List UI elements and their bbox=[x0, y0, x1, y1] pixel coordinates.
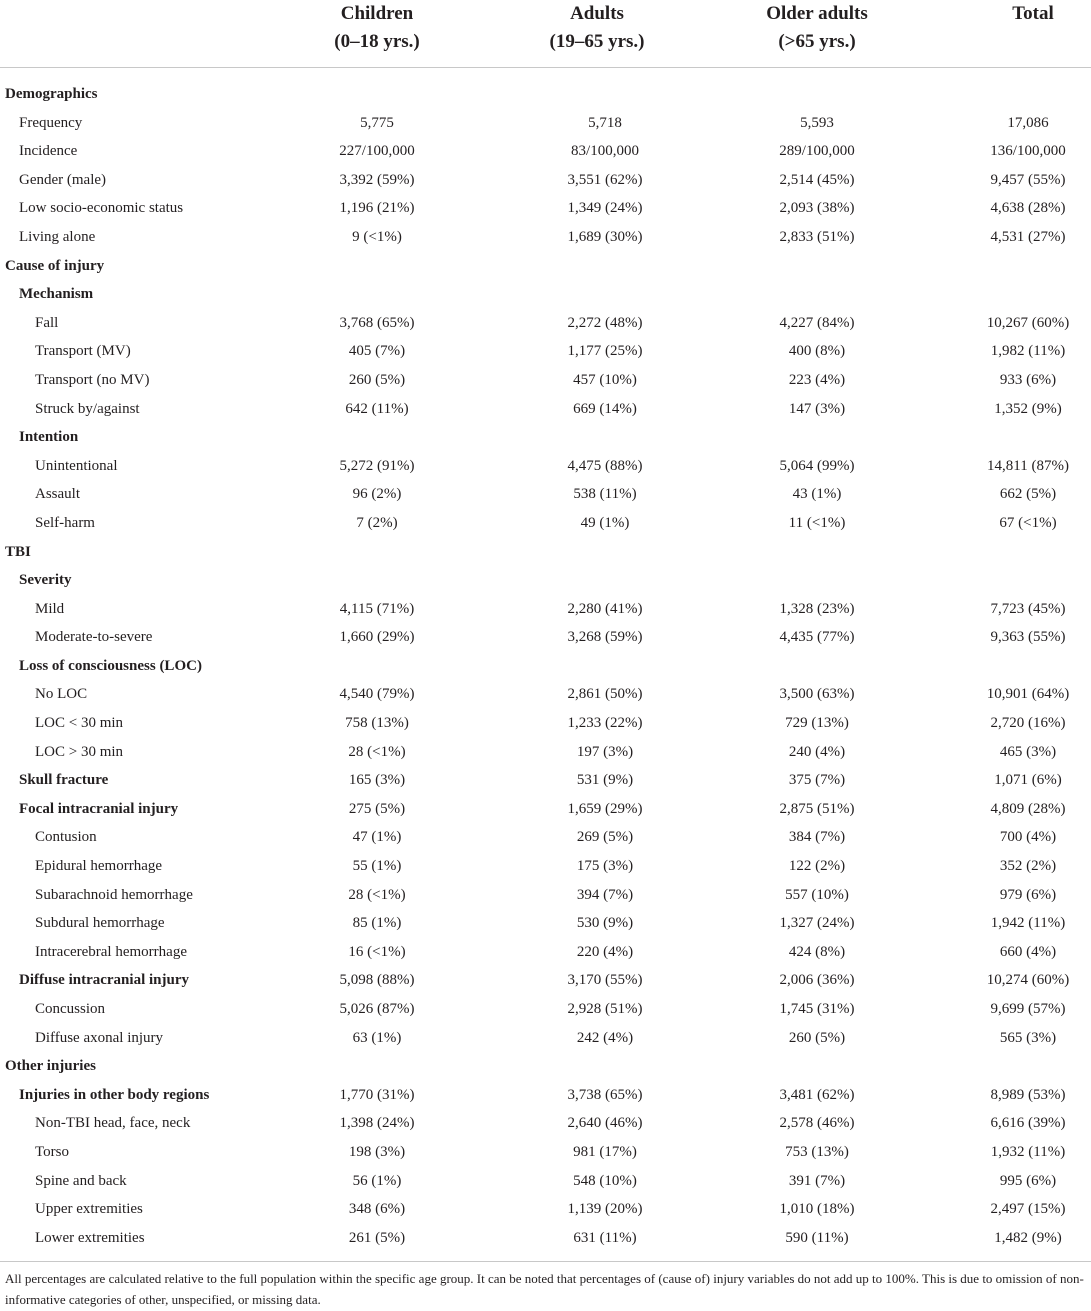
cell-children: 3,392 (59%) bbox=[339, 171, 415, 188]
cell-adults: 548 (10%) bbox=[573, 1172, 637, 1189]
header-older-adults-line1: Older adults bbox=[766, 3, 868, 24]
cell-adults: 531 (9%) bbox=[576, 772, 634, 789]
cell-older-adults: 2,514 (45%) bbox=[779, 171, 855, 188]
table-row bbox=[0, 309, 1091, 338]
cell-total: 4,531 (27%) bbox=[990, 228, 1066, 245]
cell-total: 8,989 (53%) bbox=[990, 1086, 1066, 1103]
cell-total: 995 (6%) bbox=[999, 1172, 1057, 1189]
table-row bbox=[0, 337, 1091, 366]
table-row bbox=[0, 1081, 1091, 1110]
header-adults-line1: Adults bbox=[570, 3, 624, 24]
cell-older-adults: 2,006 (36%) bbox=[779, 972, 855, 989]
cell-older-adults: 424 (8%) bbox=[788, 943, 846, 960]
cell-older-adults: 753 (13%) bbox=[785, 1143, 849, 1160]
cell-children: 55 (1%) bbox=[352, 858, 402, 875]
cell-total: 1,932 (11%) bbox=[990, 1143, 1066, 1160]
cell-children: 85 (1%) bbox=[352, 915, 402, 932]
cell-children: 3,768 (65%) bbox=[339, 314, 415, 331]
cell-older-adults: 11 (<1%) bbox=[788, 514, 846, 531]
row-label: Contusion bbox=[35, 829, 97, 846]
table-row bbox=[0, 823, 1091, 852]
row-label: Spine and back bbox=[35, 1172, 127, 1189]
table-row bbox=[0, 852, 1091, 881]
cell-children: 47 (1%) bbox=[352, 829, 402, 846]
row-label: Transport (no MV) bbox=[35, 371, 150, 388]
cell-children: 275 (5%) bbox=[348, 800, 406, 817]
row-label: Demographics bbox=[5, 86, 98, 102]
cell-older-adults: 5,064 (99%) bbox=[779, 457, 855, 474]
header-total bbox=[933, 0, 1091, 28]
cell-older-adults: 289/100,000 bbox=[779, 143, 855, 160]
cell-adults: 220 (4%) bbox=[576, 943, 634, 960]
row-label: Low socio-economic status bbox=[19, 200, 184, 217]
cell-children: 198 (3%) bbox=[348, 1143, 406, 1160]
cell-adults: 457 (10%) bbox=[573, 371, 637, 388]
table-row bbox=[0, 223, 1091, 252]
cell-adults: 530 (9%) bbox=[576, 915, 634, 932]
row-label: LOC < 30 min bbox=[35, 715, 124, 732]
table-row bbox=[0, 366, 1091, 395]
cell-older-adults: 2,833 (51%) bbox=[779, 228, 855, 245]
cell-adults: 2,280 (41%) bbox=[567, 600, 643, 617]
cell-adults: 631 (11%) bbox=[573, 1229, 637, 1246]
cell-total: 1,482 (9%) bbox=[994, 1229, 1062, 1246]
table-row bbox=[0, 423, 1091, 452]
cell-older-adults: 3,481 (62%) bbox=[779, 1086, 855, 1103]
row-label: Incidence bbox=[19, 143, 78, 160]
row-label: Intracerebral hemorrhage bbox=[35, 943, 187, 960]
cell-children: 5,272 (91%) bbox=[339, 457, 415, 474]
cell-older-adults: 260 (5%) bbox=[788, 1029, 846, 1046]
cell-older-adults: 240 (4%) bbox=[788, 743, 846, 760]
row-label: Diffuse intracranial injury bbox=[19, 972, 189, 989]
cell-total: 136/100,000 bbox=[990, 143, 1066, 160]
table-row bbox=[0, 452, 1091, 481]
table-row bbox=[0, 595, 1091, 624]
cell-children: 56 (1%) bbox=[352, 1172, 402, 1189]
row-label: Unintentional bbox=[35, 457, 118, 474]
cell-adults: 1,659 (29%) bbox=[567, 800, 643, 817]
row-label: Living alone bbox=[19, 228, 96, 245]
cell-children: 1,398 (24%) bbox=[339, 1115, 415, 1132]
row-label: No LOC bbox=[35, 686, 88, 703]
cell-total: 660 (4%) bbox=[999, 943, 1057, 960]
cell-children: 1,660 (29%) bbox=[339, 629, 415, 646]
cell-adults: 1,689 (30%) bbox=[567, 228, 643, 245]
table-row bbox=[0, 709, 1091, 738]
cell-older-adults: 1,010 (18%) bbox=[779, 1201, 855, 1218]
table-row bbox=[0, 623, 1091, 652]
row-label: Subdural hemorrhage bbox=[35, 915, 165, 932]
cell-children: 63 (1%) bbox=[352, 1029, 402, 1046]
row-label: Frequency bbox=[19, 114, 83, 131]
row-label: TBI bbox=[5, 543, 31, 560]
row-label: Lower extremities bbox=[35, 1229, 145, 1246]
table-row bbox=[0, 566, 1091, 595]
cell-total: 352 (2%) bbox=[999, 858, 1057, 875]
cell-total: 4,638 (28%) bbox=[990, 200, 1066, 217]
cell-children: 165 (3%) bbox=[348, 772, 406, 789]
cell-total: 67 (<1%) bbox=[999, 514, 1057, 531]
cell-children: 348 (6%) bbox=[348, 1201, 406, 1218]
row-label: Transport (MV) bbox=[35, 343, 131, 360]
cell-adults: 49 (1%) bbox=[580, 514, 630, 531]
cell-children: 28 (<1%) bbox=[348, 743, 406, 760]
cell-total: 10,274 (60%) bbox=[986, 972, 1070, 989]
cell-adults: 242 (4%) bbox=[576, 1029, 634, 1046]
cell-older-adults: 2,093 (38%) bbox=[779, 200, 855, 217]
cell-older-adults: 4,435 (77%) bbox=[779, 629, 855, 646]
header-adults-line2: (19–65 yrs.) bbox=[549, 31, 645, 52]
table-row bbox=[0, 1052, 1091, 1081]
row-label: Torso bbox=[35, 1143, 69, 1160]
cell-older-adults: 147 (3%) bbox=[788, 400, 846, 417]
cell-total: 933 (6%) bbox=[999, 371, 1057, 388]
table-row bbox=[0, 280, 1091, 309]
row-label: Epidural hemorrhage bbox=[35, 858, 163, 875]
table-row bbox=[0, 194, 1091, 223]
cell-children: 5,026 (87%) bbox=[339, 1001, 415, 1017]
cell-adults: 175 (3%) bbox=[576, 858, 634, 875]
table-header bbox=[0, 0, 1091, 68]
cell-older-adults: 1,327 (24%) bbox=[779, 915, 855, 932]
cell-total: 700 (4%) bbox=[999, 829, 1057, 846]
table-row bbox=[0, 166, 1091, 195]
table-row bbox=[0, 1024, 1091, 1053]
cell-total: 979 (6%) bbox=[999, 886, 1057, 903]
cell-children: 9 (<1%) bbox=[352, 228, 402, 245]
cell-older-adults: 4,227 (84%) bbox=[779, 314, 855, 331]
table-row bbox=[0, 652, 1091, 681]
table-body bbox=[0, 68, 1091, 1252]
cell-older-adults: 384 (7%) bbox=[788, 829, 846, 846]
table-row bbox=[0, 1109, 1091, 1138]
cell-children: 405 (7%) bbox=[348, 343, 406, 360]
cell-adults: 3,268 (59%) bbox=[567, 629, 643, 646]
row-label: Injuries in other body regions bbox=[19, 1086, 210, 1103]
cell-children: 96 (2%) bbox=[352, 486, 402, 503]
table-row bbox=[0, 1224, 1091, 1253]
row-label: Mild bbox=[35, 600, 65, 617]
cell-older-adults: 122 (2%) bbox=[788, 858, 846, 875]
row-label: Self-harm bbox=[35, 514, 95, 531]
table-row bbox=[0, 795, 1091, 824]
cell-adults: 1,349 (24%) bbox=[567, 200, 643, 217]
cell-adults: 3,170 (55%) bbox=[567, 972, 643, 989]
table-row bbox=[0, 395, 1091, 424]
header-children-line1: Children bbox=[340, 3, 414, 24]
table-row bbox=[0, 766, 1091, 795]
cell-adults: 197 (3%) bbox=[576, 743, 634, 760]
row-label: Intention bbox=[19, 429, 79, 446]
cell-children: 260 (5%) bbox=[348, 371, 406, 388]
table-row bbox=[0, 538, 1091, 567]
cell-older-adults: 375 (7%) bbox=[788, 772, 846, 789]
cell-total: 2,497 (15%) bbox=[990, 1201, 1066, 1218]
footnote-text: All percentages are calculated relative to the full population within the specific age group. It can be noted that percentages of (cause of) injury variables do not add up to 100%. This is due to omission of non-informative categories of other, unspecified, or missing data. bbox=[5, 1271, 1084, 1307]
row-label: Fall bbox=[35, 314, 59, 331]
cell-older-adults: 391 (7%) bbox=[788, 1172, 846, 1189]
row-label: LOC > 30 min bbox=[35, 743, 124, 760]
row-label: Loss of consciousness (LOC) bbox=[19, 657, 202, 674]
cell-adults: 1,233 (22%) bbox=[567, 715, 643, 732]
cell-adults: 83/100,000 bbox=[571, 143, 639, 160]
cell-adults: 2,928 (51%) bbox=[567, 1001, 643, 1017]
cell-children: 4,540 (79%) bbox=[339, 686, 415, 703]
cell-total: 662 (5%) bbox=[999, 486, 1057, 503]
cell-adults: 394 (7%) bbox=[576, 886, 634, 903]
cell-adults: 2,272 (48%) bbox=[567, 314, 643, 331]
cell-adults: 1,139 (20%) bbox=[567, 1201, 643, 1218]
cell-older-adults: 1,328 (23%) bbox=[779, 600, 855, 617]
cell-older-adults: 43 (1%) bbox=[792, 486, 842, 503]
cell-total: 6,616 (39%) bbox=[990, 1115, 1066, 1132]
cell-total: 1,352 (9%) bbox=[994, 400, 1062, 417]
cell-total: 4,809 (28%) bbox=[990, 800, 1066, 817]
cell-total: 9,699 (57%) bbox=[990, 1001, 1066, 1017]
cell-children: 5,775 bbox=[360, 114, 394, 131]
table-footnote bbox=[0, 1261, 1091, 1310]
table-row bbox=[0, 509, 1091, 538]
table-row bbox=[0, 680, 1091, 709]
row-label: Concussion bbox=[35, 1001, 106, 1017]
cell-older-adults: 3,500 (63%) bbox=[779, 686, 855, 703]
cell-older-adults: 590 (11%) bbox=[785, 1229, 849, 1246]
cell-total: 10,267 (60%) bbox=[986, 314, 1070, 331]
cell-total: 9,363 (55%) bbox=[990, 629, 1066, 646]
cell-total: 1,071 (6%) bbox=[994, 772, 1062, 789]
row-label: Non-TBI head, face, neck bbox=[35, 1115, 191, 1132]
table-row bbox=[0, 80, 1091, 109]
cell-adults: 3,551 (62%) bbox=[567, 171, 643, 188]
cell-adults: 2,861 (50%) bbox=[567, 686, 643, 703]
cell-children: 758 (13%) bbox=[345, 715, 409, 732]
cell-total: 14,811 (87%) bbox=[987, 457, 1069, 474]
row-label: Gender (male) bbox=[19, 171, 107, 188]
cell-older-adults: 557 (10%) bbox=[785, 886, 849, 903]
cell-adults: 1,177 (25%) bbox=[567, 343, 643, 360]
cell-adults: 5,718 bbox=[588, 114, 622, 131]
cell-older-adults: 2,875 (51%) bbox=[779, 800, 855, 817]
cell-children: 28 (<1%) bbox=[348, 886, 406, 903]
table-row bbox=[0, 966, 1091, 995]
cell-children: 1,770 (31%) bbox=[339, 1086, 415, 1103]
header-older-adults bbox=[717, 0, 917, 56]
cell-children: 261 (5%) bbox=[348, 1229, 406, 1246]
cell-total: 2,720 (16%) bbox=[990, 715, 1066, 732]
table-row bbox=[0, 252, 1091, 281]
cell-older-adults: 400 (8%) bbox=[788, 343, 846, 360]
row-label: Skull fracture bbox=[19, 772, 109, 789]
cell-total: 10,901 (64%) bbox=[986, 686, 1070, 703]
cell-children: 1,196 (21%) bbox=[339, 200, 415, 217]
table-row bbox=[0, 137, 1091, 166]
cell-total: 1,942 (11%) bbox=[990, 915, 1066, 932]
cell-total: 9,457 (55%) bbox=[990, 171, 1066, 188]
cell-adults: 669 (14%) bbox=[573, 400, 637, 417]
row-label: Focal intracranial injury bbox=[19, 800, 179, 817]
cell-adults: 269 (5%) bbox=[576, 829, 634, 846]
header-adults bbox=[497, 0, 697, 56]
table-row bbox=[0, 881, 1091, 910]
cell-children: 5,098 (88%) bbox=[339, 972, 415, 989]
row-label: Mechanism bbox=[19, 286, 94, 303]
table-row bbox=[0, 1167, 1091, 1196]
row-label: Diffuse axonal injury bbox=[35, 1029, 164, 1046]
row-label: Moderate-to-severe bbox=[35, 629, 153, 646]
row-label: Assault bbox=[35, 486, 80, 503]
cell-total: 17,086 bbox=[1007, 114, 1049, 131]
cell-children: 16 (<1%) bbox=[348, 943, 406, 960]
cell-total: 7,723 (45%) bbox=[990, 600, 1066, 617]
row-label: Subarachnoid hemorrhage bbox=[35, 886, 193, 903]
row-label: Other injuries bbox=[5, 1058, 96, 1075]
cell-children: 7 (2%) bbox=[356, 514, 398, 531]
header-total-line1: Total bbox=[1012, 3, 1054, 24]
cell-adults: 3,738 (65%) bbox=[567, 1086, 643, 1103]
row-label: Upper extremities bbox=[35, 1201, 143, 1218]
cell-children: 642 (11%) bbox=[345, 400, 409, 417]
cell-children: 227/100,000 bbox=[339, 143, 415, 160]
cell-total: 565 (3%) bbox=[999, 1029, 1057, 1046]
table-row bbox=[0, 995, 1091, 1024]
cell-adults: 4,475 (88%) bbox=[567, 457, 643, 474]
header-older-adults-line2: (>65 yrs.) bbox=[778, 31, 856, 52]
table-row bbox=[0, 480, 1091, 509]
header-children-line2: (0–18 yrs.) bbox=[334, 31, 420, 52]
table-row bbox=[0, 938, 1091, 967]
cell-older-adults: 2,578 (46%) bbox=[779, 1115, 855, 1132]
header-children bbox=[277, 0, 477, 56]
cell-older-adults: 223 (4%) bbox=[788, 371, 846, 388]
cell-adults: 538 (11%) bbox=[573, 486, 637, 503]
cell-older-adults: 5,593 bbox=[800, 114, 834, 131]
row-label: Cause of injury bbox=[5, 257, 105, 274]
cell-older-adults: 1,745 (31%) bbox=[779, 1001, 855, 1017]
table-row bbox=[0, 1195, 1091, 1224]
table-row bbox=[0, 109, 1091, 138]
table-row bbox=[0, 909, 1091, 938]
row-label: Severity bbox=[19, 572, 72, 589]
table-row bbox=[0, 738, 1091, 767]
table-row bbox=[0, 1138, 1091, 1167]
cell-total: 1,982 (11%) bbox=[990, 343, 1066, 360]
cell-adults: 2,640 (46%) bbox=[567, 1115, 643, 1132]
cell-older-adults: 729 (13%) bbox=[785, 715, 849, 732]
cell-adults: 981 (17%) bbox=[573, 1143, 637, 1160]
cell-children: 4,115 (71%) bbox=[339, 600, 415, 617]
cell-total: 465 (3%) bbox=[999, 743, 1057, 760]
row-label: Struck by/against bbox=[35, 400, 140, 417]
